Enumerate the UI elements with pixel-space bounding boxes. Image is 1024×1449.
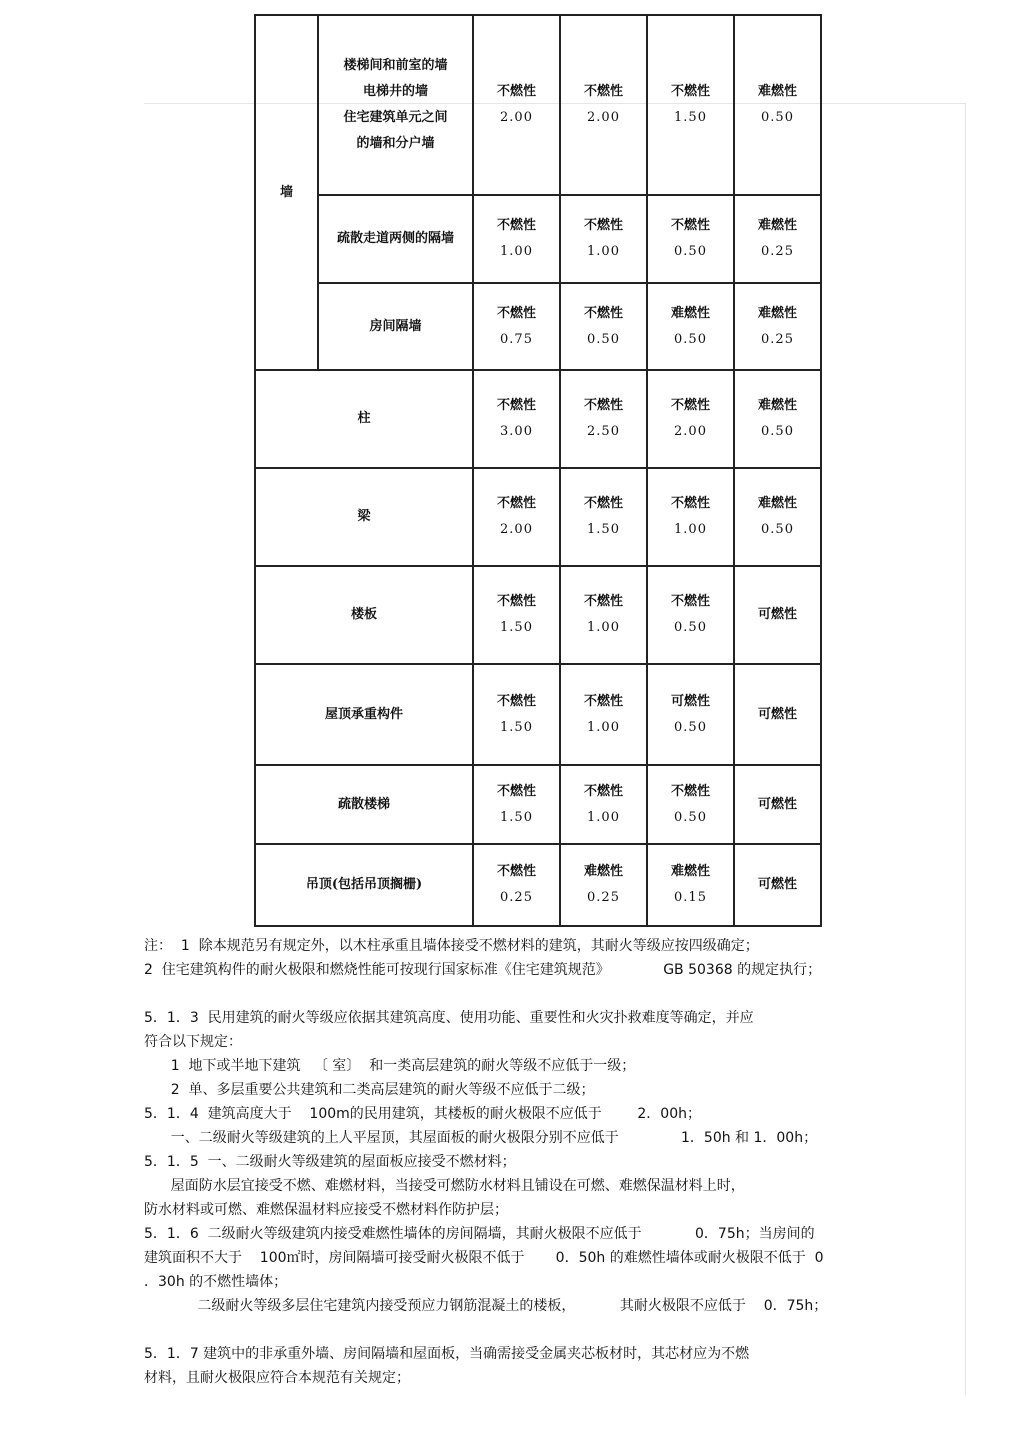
material-class: 不燃性 — [583, 305, 623, 321]
fire-limit-hours: 0.50 — [674, 719, 707, 735]
fire-limit-hours: 0.25 — [500, 890, 533, 905]
fire-limit-hours: 0.50 — [674, 244, 707, 259]
fire-limit-hours: 0.75 — [500, 331, 533, 347]
row-label — [255, 844, 473, 926]
rating-cell — [734, 468, 821, 566]
table-row — [255, 844, 821, 926]
rating-cell — [560, 370, 647, 468]
fire-limit-hours: 1.00 — [587, 620, 620, 635]
rating-cell — [734, 195, 821, 283]
table-row — [255, 370, 821, 468]
rating-cell — [560, 664, 647, 765]
row-label — [255, 664, 473, 765]
fire-resistance-table — [254, 14, 822, 927]
material-class: 难燃性 — [757, 84, 797, 99]
material-class: 不燃性 — [583, 496, 623, 511]
fire-limit-hours: 2.00 — [587, 110, 620, 125]
rating-cell — [734, 370, 821, 468]
material-class: 不燃性 — [496, 496, 536, 511]
table-row — [255, 195, 821, 283]
fire-limit-hours: 1.00 — [587, 719, 620, 735]
row-label-line: 的墙和分户墙 — [356, 136, 435, 151]
rating-cell — [560, 765, 647, 844]
rating-cell — [473, 566, 560, 664]
material-class: 不燃性 — [496, 218, 536, 233]
fire-limit-hours: 2.00 — [674, 424, 707, 439]
fire-limit-hours: 0.15 — [674, 890, 707, 905]
table-row — [255, 283, 821, 370]
material-class: 不燃性 — [583, 218, 623, 233]
material-class: 不燃性 — [670, 84, 710, 99]
rating-cell — [734, 765, 821, 844]
note-line: 5．1．5 一、二级耐火等级建筑的屋面板应接受不燃材料； — [144, 1154, 516, 1170]
rating-cell — [647, 15, 734, 195]
row-label — [255, 566, 473, 664]
material-class: 不燃性 — [496, 864, 536, 879]
row-label-line: 柱 — [357, 411, 371, 426]
fire-limit-hours: 1.00 — [587, 809, 620, 825]
note-line: 1 地下或半地下建筑 〔 室〕 和一类高层建筑的耐火等级不应低于一级； — [144, 1058, 636, 1074]
fire-limit-hours: 0.50 — [674, 331, 707, 347]
note-line — [144, 1318, 966, 1342]
rating-cell — [734, 15, 821, 195]
material-class: 不燃性 — [496, 594, 536, 609]
material-class: 不燃性 — [583, 84, 623, 99]
note-line: 材料，且耐火极限应符合本规范有关规定； — [144, 1370, 410, 1386]
row-label-line: 疏散楼梯 — [337, 796, 390, 812]
material-class: 不燃性 — [583, 693, 623, 709]
material-class: 不燃性 — [496, 84, 536, 99]
row-label-line: 吊顶(包括吊顶搁栅) — [305, 877, 423, 892]
material-class: 可燃性 — [670, 693, 710, 709]
rating-cell — [560, 283, 647, 370]
table-row — [255, 664, 821, 765]
fire-limit-hours: 1.50 — [500, 620, 533, 635]
material-class: 难燃性 — [757, 398, 797, 413]
material-class: 不燃性 — [670, 218, 710, 233]
rating-cell — [647, 566, 734, 664]
fire-limit-hours: 0.25 — [587, 890, 620, 905]
rating-cell — [473, 844, 560, 926]
material-class: 难燃性 — [757, 496, 797, 511]
material-class: 不燃性 — [583, 783, 623, 799]
material-class: 不燃性 — [496, 398, 536, 413]
note-line: ．30h 的不燃性墙体； — [144, 1274, 288, 1290]
rating-cell — [734, 844, 821, 926]
note-line: 屋面防水层宜接受不燃、难燃材料，当接受可燃防水材料且铺设在可燃、难燃保温材料上时， — [144, 1178, 745, 1194]
rating-cell — [560, 566, 647, 664]
material-class: 难燃性 — [583, 864, 623, 879]
fire-limit-hours: 1.50 — [500, 809, 533, 825]
note-line: 5．1．4 建筑高度大于 100m的民用建筑，其楼板的耐火极限不应低于 2．00h； — [144, 1106, 701, 1122]
row-label-line: 梁 — [357, 509, 371, 524]
fire-limit-hours: 0.50 — [587, 331, 620, 347]
row-label — [255, 370, 473, 468]
rating-cell — [734, 283, 821, 370]
row-label — [318, 195, 473, 283]
note-line: 防水材料或可燃、难燃保温材料应接受不燃材料作防护层； — [144, 1202, 508, 1218]
row-label-line: 楼梯间和前室的墙 — [343, 58, 448, 73]
fire-limit-hours: 0.25 — [761, 244, 794, 259]
note-line: 符合以下规定： — [144, 1034, 242, 1050]
row-label-line: 楼板 — [350, 607, 377, 622]
note-line — [144, 982, 966, 1006]
fire-limit-hours: 1.00 — [500, 244, 533, 259]
fire-limit-hours: 1.50 — [500, 719, 533, 735]
row-label-line: 疏散走道两侧的隔墙 — [336, 231, 454, 246]
row-label-line: 住宅建筑单元之间 — [343, 110, 448, 125]
note-line: 2 住宅建筑构件的耐火极限和燃烧性能可按现行国家标准《住宅建筑规范》 GB 50368 的规定执行； — [144, 962, 822, 978]
fire-limit-hours: 0.50 — [761, 424, 794, 439]
table-row — [255, 566, 821, 664]
fire-limit-hours: 0.25 — [761, 331, 794, 347]
row-label-line: 房间隔墙 — [369, 318, 422, 334]
row-label — [255, 468, 473, 566]
row-label — [318, 15, 473, 195]
fire-limit-hours: 3.00 — [500, 424, 533, 439]
fire-limit-hours: 1.50 — [674, 110, 707, 125]
material-class: 不燃性 — [496, 305, 536, 321]
material-class: 不燃性 — [583, 398, 623, 413]
rating-cell — [560, 468, 647, 566]
rating-cell — [560, 195, 647, 283]
rating-cell — [647, 765, 734, 844]
table-row — [255, 468, 821, 566]
rating-cell — [473, 15, 560, 195]
table-row — [255, 15, 821, 195]
rating-cell — [647, 195, 734, 283]
table-body — [255, 15, 821, 926]
rating-cell — [473, 765, 560, 844]
material-class: 可燃性 — [757, 796, 797, 812]
material-class: 不燃性 — [670, 496, 710, 511]
note-line: 二级耐火等级多层住宅建筑内接受预应力钢筋混凝土的楼板， 其耐火极限不应低于 0．75h； — [144, 1298, 828, 1314]
fire-limit-hours: 2.00 — [500, 522, 533, 537]
row-label — [318, 283, 473, 370]
material-class: 不燃性 — [670, 783, 710, 799]
material-class: 不燃性 — [670, 398, 710, 413]
fire-limit-hours: 0.50 — [674, 809, 707, 825]
material-class: 可燃性 — [757, 607, 797, 622]
material-class: 可燃性 — [757, 877, 797, 892]
fire-limit-hours: 0.50 — [761, 522, 794, 537]
material-class: 不燃性 — [496, 693, 536, 709]
table-row — [255, 765, 821, 844]
rating-cell — [473, 283, 560, 370]
rating-cell — [647, 844, 734, 926]
rating-cell — [560, 844, 647, 926]
material-class: 不燃性 — [583, 594, 623, 609]
fire-limit-hours: 1.50 — [587, 522, 620, 537]
note-line: 建筑面积不大于 100㎡时，房间隔墙可接受耐火极限不低于 0．50h 的难燃性墙体或耐火极限不低于 0 — [144, 1250, 824, 1266]
rating-cell — [647, 468, 734, 566]
rating-cell — [473, 664, 560, 765]
notes-section — [144, 934, 966, 1390]
material-class: 难燃性 — [757, 305, 797, 321]
rating-cell — [734, 566, 821, 664]
material-class: 难燃性 — [670, 864, 710, 879]
material-class: 不燃性 — [496, 783, 536, 799]
row-label — [255, 765, 473, 844]
fire-limit-hours: 1.00 — [587, 244, 620, 259]
note-line: 2 单、多层重要公共建筑和二类高层建筑的耐火等级不应低于二级； — [144, 1082, 595, 1098]
note-line: 5．1．3 民用建筑的耐火等级应依据其建筑高度、使用功能、重要性和火灾扑救难度等确定，并应 — [144, 1010, 754, 1026]
rating-cell — [473, 370, 560, 468]
fire-limit-hours: 2.00 — [500, 110, 533, 125]
fire-limit-hours: 2.50 — [587, 424, 620, 439]
row-label-line: 屋顶承重构件 — [324, 706, 403, 722]
note-line: 5．1．7 建筑中的非承重外墙、房间隔墙和屋面板，当确需接受金属夹芯板材时，其芯材应为不燃 — [144, 1346, 750, 1362]
material-class: 难燃性 — [757, 218, 797, 233]
wall-group-label: 墙 — [255, 15, 318, 370]
row-label-line: 电梯井的墙 — [362, 84, 428, 99]
note-line: 注： 1 除本规范另有规定外，以木柱承重且墙体接受不燃材料的建筑，其耐火等级应按四级确定； — [144, 938, 759, 954]
note-line: 一、二级耐火等级建筑的上人平屋顶，其屋面板的耐火极限分别不应低于 1．50h 和 1．00h； — [144, 1130, 818, 1146]
rating-cell — [473, 468, 560, 566]
fire-limit-hours: 1.00 — [674, 522, 707, 537]
rating-cell — [473, 195, 560, 283]
rating-cell — [647, 664, 734, 765]
material-class: 可燃性 — [757, 706, 797, 722]
rating-cell — [647, 370, 734, 468]
material-class: 不燃性 — [670, 594, 710, 609]
fire-limit-hours: 0.50 — [761, 110, 794, 125]
rating-cell — [560, 15, 647, 195]
rating-cell — [647, 283, 734, 370]
material-class: 难燃性 — [670, 305, 710, 321]
rating-cell — [734, 664, 821, 765]
note-line: 5．1．6 二级耐火等级建筑内接受难燃性墙体的房间隔墙，其耐火极限不应低于 0．75h；当房间的 — [144, 1226, 815, 1242]
fire-limit-hours: 0.50 — [674, 620, 707, 635]
